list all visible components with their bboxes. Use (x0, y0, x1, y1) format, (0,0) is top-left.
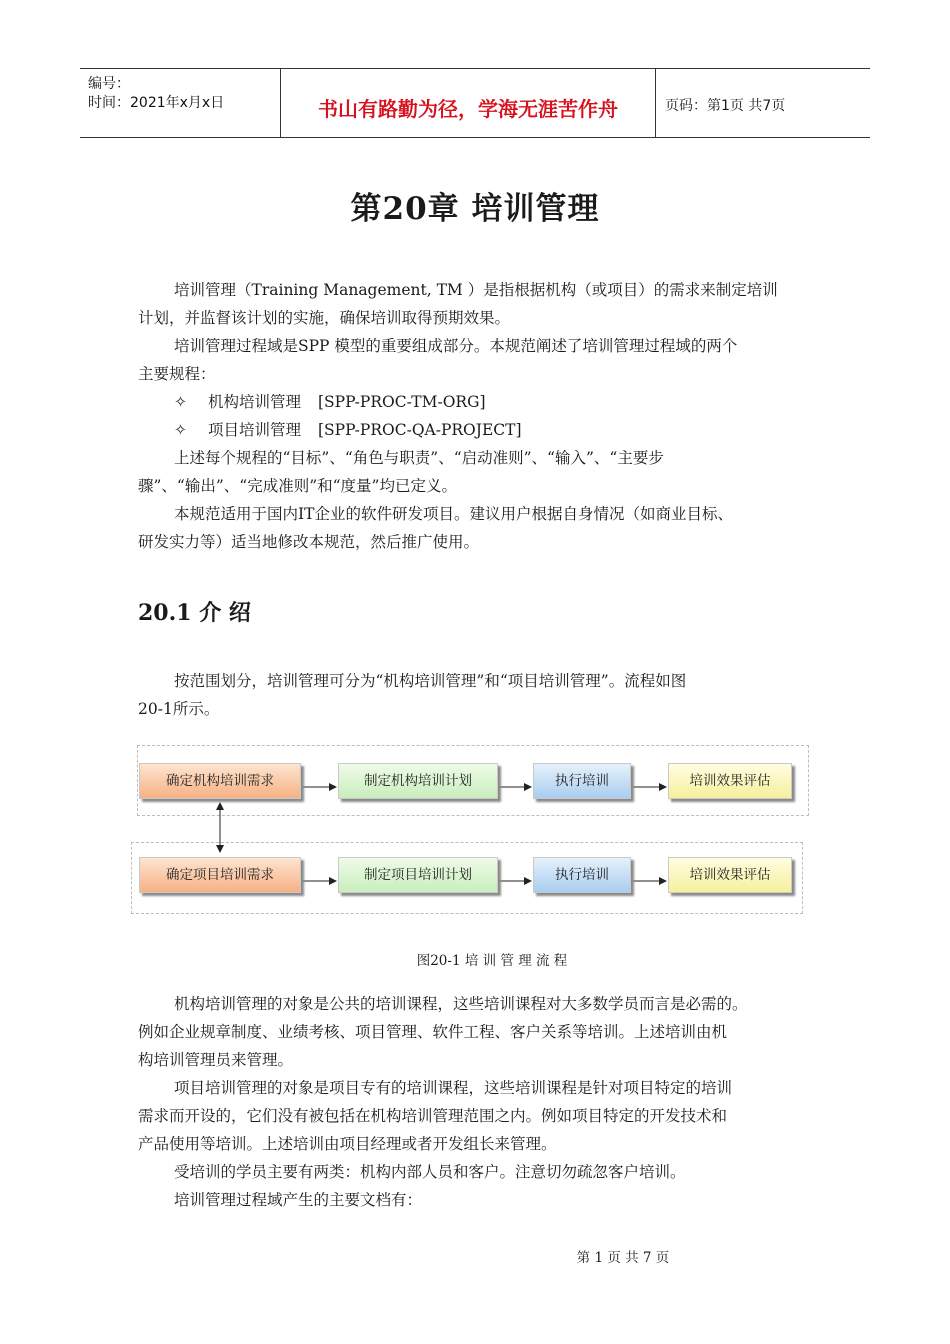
flow-step-proj-execute: 执行培训 (533, 857, 631, 893)
body-p5-line3: 构培训管理员来管理。 (138, 1051, 294, 1069)
body-p5-line2: 例如企业规章制度、业绩考核、项目管理、软件工程、客户关系等培训。上述培训由机 (138, 1023, 728, 1041)
body-p7: 受培训的学员主要有两类：机构内部人员和客户。注意切勿疏忽客户培训。 (174, 1163, 686, 1181)
bullet-code: [SPP-PROC-TM-ORG] (318, 393, 486, 411)
flow-step-org-execute: 执行培训 (533, 763, 631, 799)
body-p5-line1: 机构培训管理的对象是公共的培训课程，这些培训课程对大多数学员而言是必需的。 (174, 995, 748, 1013)
page-footer: 第 1 页 共 7 页 (576, 1250, 670, 1266)
bullet-name: 项目培训管理 (208, 421, 302, 439)
flow-step-proj-needs: 确定项目培训需求 (139, 857, 301, 893)
intro-p1-line2: 计划，并监督该计划的实施，确保培训取得预期效果。 (138, 309, 511, 327)
intro-p2-line1: 培训管理过程域是SPP 模型的重要组成部分。本规范阐述了培训管理过程域的两个 (174, 337, 738, 355)
intro-p4-line1: 本规范适用于国内IT企业的软件研发项目。建议用户根据自身情况（如商业目标、 (174, 505, 733, 523)
diamond-bullet-icon: ✧ (174, 393, 187, 411)
body-p6-line3: 产品使用等培训。上述培训由项目经理或者开发组长来管理。 (138, 1135, 557, 1153)
body-p6-line2: 需求而开设的，它们没有被包括在机构培训管理范围之内。例如项目特定的开发技术和 (138, 1107, 728, 1125)
body-p6-line1: 项目培训管理的对象是项目专有的培训课程，这些培训课程是针对项目特定的培训 (174, 1079, 733, 1097)
intro-p3-line2: 骤”、“输出”、“完成准则”和“度量”均已定义。 (138, 477, 457, 495)
chapter-title: 第20章 培训管理 (350, 191, 600, 227)
flow-step-org-needs: 确定机构培训需求 (139, 763, 301, 799)
flow-step-proj-evaluate: 培训效果评估 (668, 857, 792, 893)
diamond-bullet-icon: ✧ (174, 421, 187, 439)
intro-p3-line1: 上述每个规程的“目标”、“角色与职责”、“启动准则”、“输入”、“主要步 (174, 449, 664, 467)
flow-step-org-evaluate: 培训效果评估 (668, 763, 792, 799)
body-p8: 培训管理过程域产生的主要文档有： (174, 1191, 423, 1209)
number-label: 编号： (88, 76, 130, 92)
section-p1-line1: 按范围划分，培训管理可分为“机构培训管理”和“项目培训管理”。流程如图 (174, 672, 687, 690)
flow-step-org-plan: 制定机构培训计划 (338, 763, 498, 799)
bullet-name: 机构培训管理 (208, 393, 302, 411)
section-p1-line2: 20-1所示。 (138, 700, 220, 718)
time-line: 时间：2021年x月x日 (88, 95, 225, 111)
intro-p1-line1: 培训管理（Training Management, TM ）是指根据机构（或项目）的需求来制定培训 (174, 281, 778, 299)
figure-caption: 图20-1 培 训 管 理 流 程 (416, 953, 568, 969)
page-info: 页码：第1页 共7页 (665, 98, 786, 114)
motto: 书山有路勤为径，学海无涯苦作舟 (318, 97, 618, 121)
intro-p4-line2: 研发实力等）适当地修改本规范，然后推广使用。 (138, 533, 480, 551)
flow-step-proj-plan: 制定项目培训计划 (338, 857, 498, 893)
intro-p2-line2: 主要规程： (138, 365, 216, 383)
section-title: 20.1 介 绍 (138, 600, 251, 626)
bullet-code: [SPP-PROC-QA-PROJECT] (318, 421, 522, 439)
